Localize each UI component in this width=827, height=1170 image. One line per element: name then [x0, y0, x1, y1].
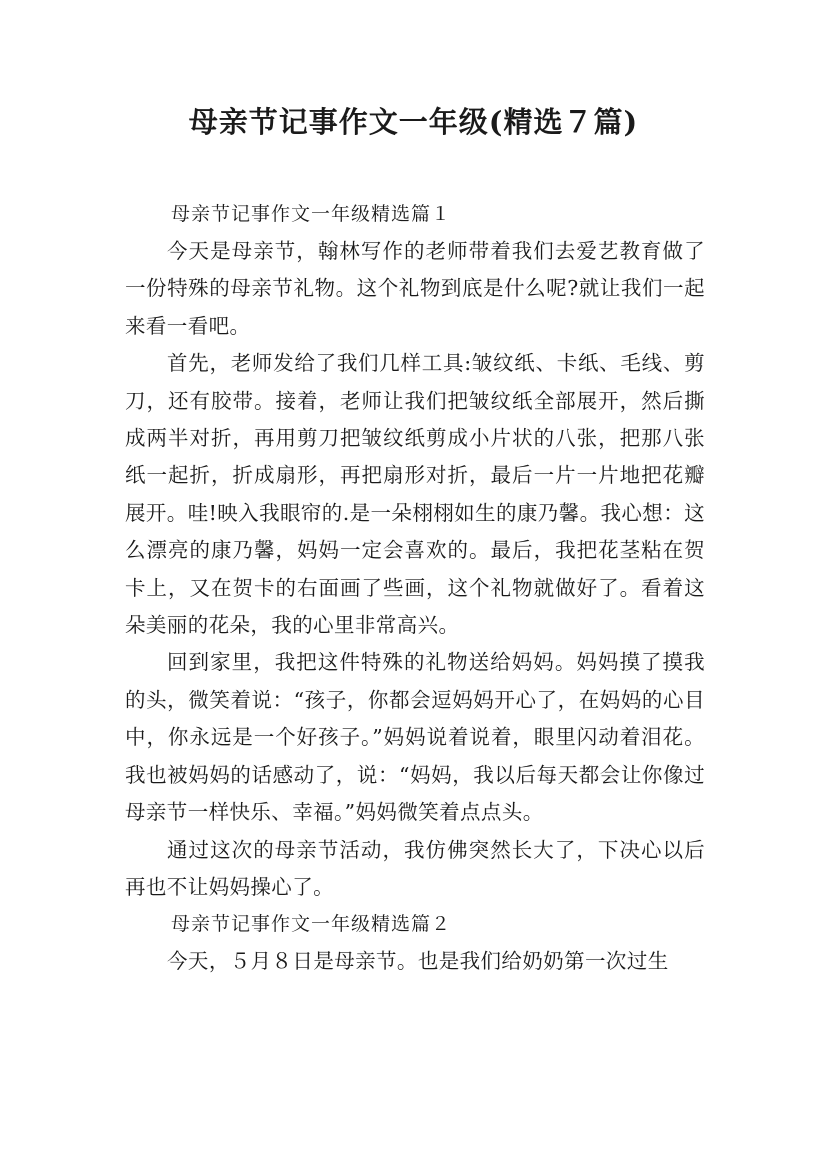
paragraph: 通过这次的母亲节活动，我仿佛突然长大了，下决心以后再也不让妈妈操心了。 [125, 837, 705, 899]
paragraph: 首先，老师发给了我们几样工具:皱纹纸、卡纸、毛线、剪刀，还有胶带。接着，老师让我们把皱纹纸全部展开，然后撕成两半对折，再用剪刀把皱纹纸剪成小片状的八张，把那八张纸一起折，折成扇形，再把扇形对折，最后一片一片地把花瓣展开。哇!映入我眼帘的.是一朵栩栩如生的康乃馨。我心想：这么漂亮的康乃馨，妈妈一定会喜欢的。最后，我把花茎粘在贺卡上，又在贺卡的右面画了些画，这个礼物就做好了。看着这朵美丽的花朵，我的心里非常高兴。 [125, 351, 705, 638]
section-heading: 母亲节记事作文一年级精选篇２ [171, 913, 452, 936]
document-title: 母亲节记事作文一年级(精选７篇) [188, 105, 639, 139]
document-body [125, 196, 705, 981]
paragraph: 今天，５月８日是母亲节。也是我们给奶奶第一次过生 [167, 949, 669, 974]
section-2 [125, 906, 705, 980]
section-1 [125, 196, 705, 906]
section-heading: 母亲节记事作文一年级精选篇１ [171, 203, 452, 225]
paragraph: 回到家里，我把这件特殊的礼物送给妈妈。妈妈摸了摸我的头，微笑着说：“孩子，你都会逗妈妈开心了，在妈妈的心目中，你永远是一个好孩子。”妈妈说着说着，眼里闪动着泪花。我也被妈妈的话感动了，说：“妈妈，我以后每天都会让你像过母亲节一样快乐、幸福。”妈妈微笑着点点头。 [125, 650, 705, 825]
paragraph: 今天是母亲节，翰林写作的老师带着我们去爱艺教育做了一份特殊的母亲节礼物。这个礼物到底是什么呢?就让我们一起来看一看吧。 [125, 239, 705, 338]
